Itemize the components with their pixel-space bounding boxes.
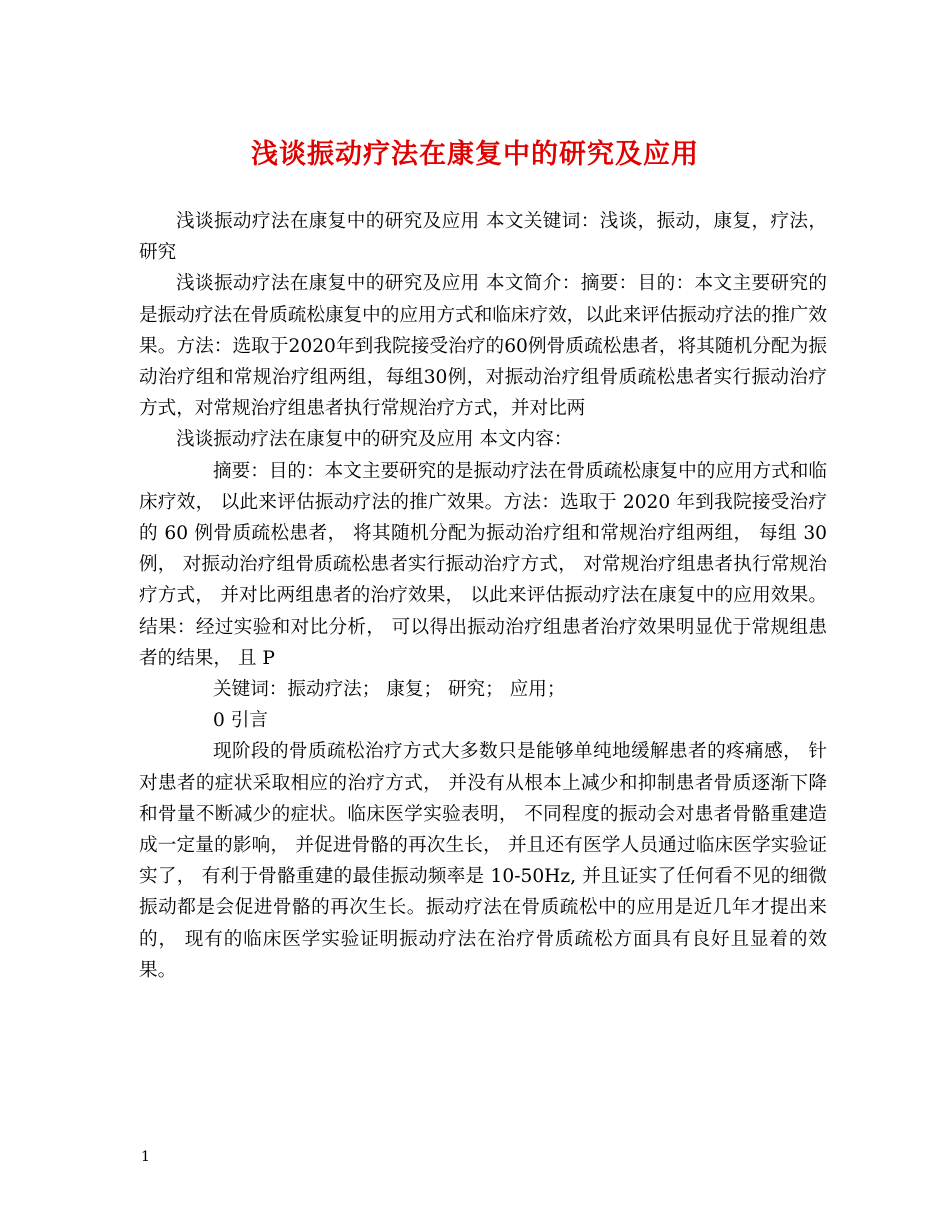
page-number: 1 [141,1149,150,1165]
intro-body-paragraph: 现阶段的骨质疏松治疗方式大多数只是能够单纯地缓解患者的疼痛感， 针对患者的症状采取相应的治疗方式， 并没有从根本上减少和抑制患者骨质逐渐下降和骨量不断减少的症状。临床医学实验表明， 不同程度的振动会对患者骨骼重建造成一定量的影响， 并促进骨骼的再次生长， 并且还有医学人员通过临床医学实验证实了， 有利于骨骼重建的最佳振动频率是 10-50Hz, 并且证实了任何看不见的细微振动都是会促进骨骼的再次生长。振动疗法在骨质疏松中的应用是近几年才提出来的， 现有的临床医学实验证明振动疗法在治疗骨质疏松方面具有良好且显着的效果。 [139,741,827,981]
document-body [139,206,827,986]
abstract-paragraph: 摘要：目的：本文主要研究的是振动疗法在骨质疏松康复中的应用方式和临床疗效， 以此来评估振动疗法的推广效果。方法：选取于 2020 年到我院接受治疗的 60 例骨质疏松患者， 将其随机分配为振动治疗组和常规治疗组两组， 每组 30 例， 对振动治疗组骨质疏松患者实行振动治疗方式， 对常规治疗组患者执行常规治疗方式， 并对比两组患者的治疗效果， 以此来评估振动疗法在康复中的应用效果。结果：经过实验和对比分析， 可以得出振动治疗组患者治疗效果明显优于常规组患者的结果， 且 P [139,460,827,669]
intro-heading: 0 引言 [213,710,268,732]
document-title: 浅谈振动疗法在康复中的研究及应用 [251,139,699,170]
content-intro-paragraph: 浅谈振动疗法在康复中的研究及应用 本文内容： [176,429,573,451]
summary-intro-paragraph: 浅谈振动疗法在康复中的研究及应用 本文简介：摘要：目的：本文主要研究的是振动疗法在骨质疏松康复中的应用方式和临床疗效，以此来评估振动疗法的推广效果。方法：选取于2020年到我院接受治疗的60例骨质疏松患者，将其随机分配为振动治疗组和常规治疗组两组，每组30例，对振动治疗组骨质疏松患者实行振动治疗方式，对常规治疗组患者执行常规治疗方式，并对比两 [139,273,827,420]
keywords-intro-paragraph: 浅谈振动疗法在康复中的研究及应用 本文关键词：浅谈，振动，康复，疗法，研究 [139,211,827,264]
keywords-paragraph: 关键词：振动疗法； 康复； 研究； 应用； [213,679,566,701]
